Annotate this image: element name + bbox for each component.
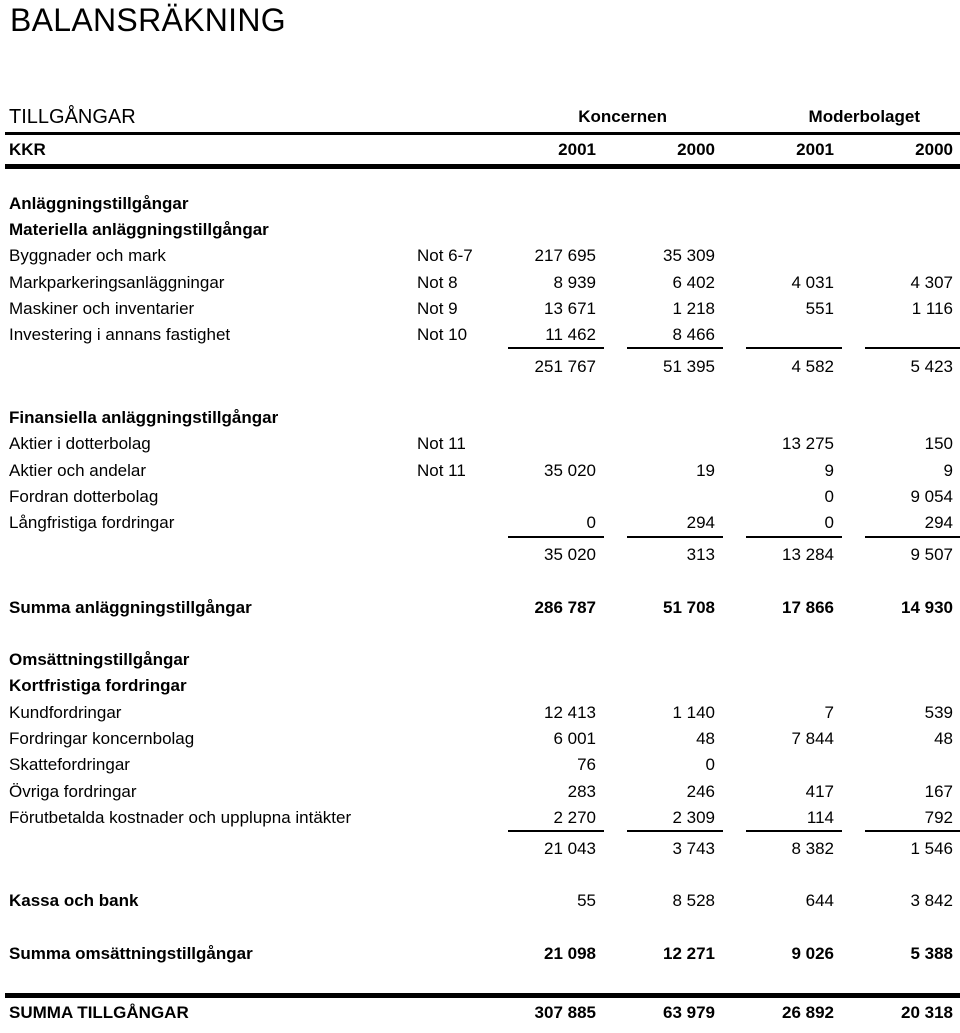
row-label: Övriga fordringar <box>9 782 137 801</box>
table-row <box>0 244 960 268</box>
total-value: 307 885 <box>534 1003 596 1022</box>
subtotal-value: 4 582 <box>791 357 834 376</box>
row-label: Maskiner och inventarier <box>9 299 195 318</box>
table-row <box>0 806 960 830</box>
cell-value: 5 388 <box>910 944 953 963</box>
year-col-3: 2001 <box>796 140 834 159</box>
cell-value: 0 <box>824 487 834 506</box>
section-heading <box>0 192 960 216</box>
cell-value: 792 <box>924 808 953 827</box>
subtotal-rule <box>627 830 723 832</box>
subtotal-value: 21 043 <box>544 839 596 858</box>
cell-value: 14 930 <box>901 598 953 617</box>
subtotal-rule <box>746 830 842 832</box>
row-label: Fordran dotterbolag <box>9 487 159 506</box>
cell-value: 48 <box>696 729 715 748</box>
cell-value: 417 <box>805 782 834 801</box>
subtotal-value: 51 395 <box>663 357 715 376</box>
subtotal-row <box>0 837 960 861</box>
cell-value: 9 026 <box>791 944 834 963</box>
group-koncernen: Koncernen <box>578 107 667 126</box>
cell-value: 114 <box>806 808 834 827</box>
subtotal-rule <box>865 347 960 349</box>
section-heading <box>0 648 960 672</box>
row-note: Not 11 <box>417 461 466 480</box>
header-rule-bottom <box>5 164 960 169</box>
subtotal-row <box>0 355 960 379</box>
table-row <box>0 727 960 751</box>
row-label: Kassa och bank <box>9 891 139 910</box>
subtotal-value: 313 <box>686 545 715 564</box>
total-value: 63 979 <box>663 1003 715 1022</box>
row-note: Not 8 <box>417 273 458 292</box>
cell-value: 13 671 <box>544 299 596 318</box>
table-row <box>0 701 960 725</box>
unit-label: KKR <box>9 140 46 159</box>
table-row <box>0 323 960 347</box>
cell-value: 9 <box>824 461 834 480</box>
row-note: Not 11 <box>417 434 466 453</box>
cell-value: 1 218 <box>672 299 715 318</box>
cell-value: 539 <box>924 703 953 722</box>
subtotal-value: 5 423 <box>910 357 953 376</box>
cell-value: 9 054 <box>910 487 953 506</box>
total-value: 26 892 <box>782 1003 834 1022</box>
cell-value: 294 <box>686 513 715 532</box>
cell-value: 21 098 <box>544 944 596 963</box>
year-col-4: 2000 <box>915 140 953 159</box>
header-rule-top <box>5 132 960 135</box>
row-note: Not 9 <box>417 299 458 318</box>
row-label: Aktier och andelar <box>9 461 147 480</box>
cell-value: 217 695 <box>534 246 596 265</box>
column-header-row <box>0 138 960 162</box>
subtotal-rule <box>627 536 723 538</box>
table-row <box>0 753 960 777</box>
cell-value: 3 842 <box>910 891 953 910</box>
table-row <box>0 485 960 509</box>
cell-value: 8 528 <box>672 891 715 910</box>
row-label: Skattefordringar <box>9 755 130 774</box>
subtotal-value: 3 743 <box>672 839 715 858</box>
subtotal-value: 251 767 <box>534 357 596 376</box>
page-title: BALANSRÄKNING <box>10 2 286 38</box>
row-label: Byggnader och mark <box>9 246 166 265</box>
total-value: 20 318 <box>901 1003 953 1022</box>
subtotal-value: 1 546 <box>910 839 953 858</box>
cell-value: 2 270 <box>553 808 596 827</box>
total-row <box>0 1001 960 1025</box>
cell-value: 0 <box>586 513 596 532</box>
cell-value: 48 <box>934 729 953 748</box>
cell-value: 4 307 <box>910 273 953 292</box>
cell-value: 1 116 <box>911 299 953 318</box>
cell-value: 246 <box>686 782 715 801</box>
row-label: Investering i annans fastighet <box>9 325 231 344</box>
subtotal-row <box>0 543 960 567</box>
row-label: Fordringar koncernbolag <box>9 729 195 748</box>
cell-value: 294 <box>924 513 953 532</box>
cell-value: 76 <box>577 755 596 774</box>
subtotal-rule <box>508 536 604 538</box>
total-rule <box>5 993 960 998</box>
cell-value: 2 309 <box>672 808 715 827</box>
row-label: Summa omsättningstillgångar <box>9 944 253 963</box>
cell-value: 1 140 <box>672 703 715 722</box>
cell-value: 7 844 <box>791 729 834 748</box>
subtotal-rule <box>865 830 960 832</box>
cell-value: 551 <box>805 299 834 318</box>
row-note: Not 6-7 <box>417 246 473 265</box>
cell-value: 35 309 <box>663 246 715 265</box>
subsection-heading <box>0 674 960 698</box>
cell-value: 13 275 <box>782 434 834 453</box>
heading-kortfristiga: Kortfristiga fordringar <box>9 676 187 695</box>
heading-materiella: Materiella anläggningstillgångar <box>9 220 269 239</box>
cell-value: 283 <box>567 782 596 801</box>
cell-value: 8 939 <box>553 273 596 292</box>
cell-value: 7 <box>824 703 834 722</box>
cell-value: 0 <box>705 755 715 774</box>
table-row <box>0 432 960 456</box>
table-row <box>0 271 960 295</box>
total-label: SUMMA TILLGÅNGAR <box>9 1003 189 1022</box>
table-row <box>0 459 960 483</box>
row-label: Förutbetalda kostnader och upplupna intäkter <box>9 808 352 827</box>
cell-value: 55 <box>577 891 596 910</box>
cell-value: 51 708 <box>663 598 715 617</box>
heading-finansiella: Finansiella anläggningstillgångar <box>9 408 279 427</box>
cell-value: 12 271 <box>663 944 715 963</box>
kassa-row <box>0 889 960 913</box>
summa-row <box>0 596 960 620</box>
year-col-2: 2000 <box>677 140 715 159</box>
cell-value: 9 <box>943 461 953 480</box>
cell-value: 167 <box>924 782 953 801</box>
subtotal-value: 35 020 <box>544 545 596 564</box>
heading-omsattning: Omsättningstillgångar <box>9 650 190 669</box>
cell-value: 17 866 <box>782 598 834 617</box>
subtotal-value: 8 382 <box>791 839 834 858</box>
table-row <box>0 511 960 535</box>
subsection-heading <box>0 218 960 242</box>
subtotal-rule <box>746 536 842 538</box>
cell-value: 12 413 <box>544 703 596 722</box>
year-col-1: 2001 <box>558 140 596 159</box>
cell-value: 35 020 <box>544 461 596 480</box>
subtotal-rule <box>508 347 604 349</box>
cell-value: 4 031 <box>791 273 834 292</box>
group-moderbolaget: Moderbolaget <box>808 107 920 126</box>
cell-value: 286 787 <box>534 598 596 617</box>
heading-anlaggning: Anläggningstillgångar <box>9 194 189 213</box>
table-row <box>0 297 960 321</box>
subtotal-value: 9 507 <box>910 545 953 564</box>
row-label: Markparkeringsanläggningar <box>9 273 225 292</box>
subtotal-rule <box>865 536 960 538</box>
section-header-row <box>0 105 960 129</box>
row-label: Aktier i dotterbolag <box>9 434 151 453</box>
subtotal-rule <box>508 830 604 832</box>
cell-value: 8 466 <box>672 325 715 344</box>
summa-row <box>0 942 960 966</box>
table-row <box>0 780 960 804</box>
cell-value: 6 402 <box>672 273 715 292</box>
row-note: Not 10 <box>417 325 468 344</box>
cell-value: 150 <box>924 434 953 453</box>
section-title: TILLGÅNGAR <box>9 106 136 128</box>
cell-value: 0 <box>824 513 834 532</box>
subtotal-rule <box>746 347 842 349</box>
row-label: Långfristiga fordringar <box>9 513 175 532</box>
cell-value: 19 <box>696 461 715 480</box>
subtotal-rule <box>627 347 723 349</box>
cell-value: 644 <box>805 891 834 910</box>
row-label: Kundfordringar <box>9 703 122 722</box>
cell-value: 11 462 <box>545 325 596 344</box>
subsection-heading <box>0 406 960 430</box>
row-label: Summa anläggningstillgångar <box>9 598 252 617</box>
subtotal-value: 13 284 <box>782 545 834 564</box>
cell-value: 6 001 <box>553 729 596 748</box>
